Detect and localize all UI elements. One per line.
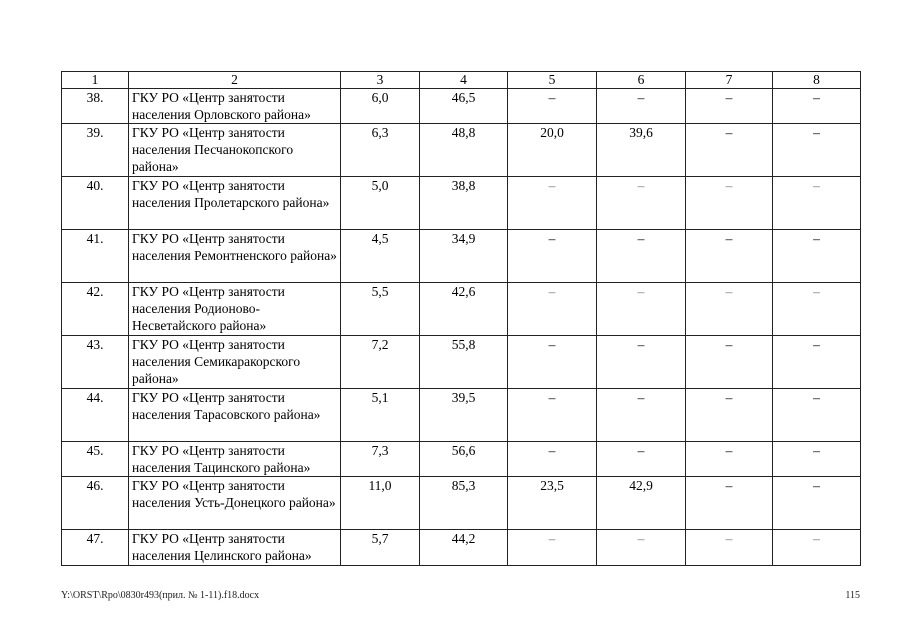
- cell-col3: 11,0: [341, 477, 420, 530]
- cell-col3: 7,2: [341, 336, 420, 389]
- header-cell: 3: [341, 72, 420, 89]
- cell-col6: –: [597, 530, 686, 566]
- table-row: [62, 530, 861, 566]
- cell-col6: –: [597, 177, 686, 230]
- row-number: 45.: [62, 442, 129, 477]
- table-row: [62, 389, 861, 442]
- cell-col7: –: [686, 442, 773, 477]
- cell-col7: –: [686, 530, 773, 566]
- cell-col3: 5,7: [341, 530, 420, 566]
- cell-col8: –: [773, 442, 861, 477]
- row-number: 46.: [62, 477, 129, 530]
- cell-col7: –: [686, 336, 773, 389]
- row-number: 47.: [62, 530, 129, 566]
- cell-col3: 5,1: [341, 389, 420, 442]
- page-number: 115: [845, 590, 860, 601]
- organization-name: ГКУ РО «Центр занятости населения Усть-Донецкого района»: [129, 477, 341, 530]
- cell-col4: 42,6: [420, 283, 508, 336]
- cell-col8: –: [773, 530, 861, 566]
- cell-col8: –: [773, 230, 861, 283]
- cell-col7: –: [686, 124, 773, 177]
- cell-col8: –: [773, 283, 861, 336]
- cell-col3: 4,5: [341, 230, 420, 283]
- organization-name: ГКУ РО «Центр занятости населения Ремонтненского района»: [129, 230, 341, 283]
- cell-col4: 55,8: [420, 336, 508, 389]
- cell-col3: 6,3: [341, 124, 420, 177]
- cell-col3: 5,0: [341, 177, 420, 230]
- cell-col3: 6,0: [341, 89, 420, 124]
- table-row: [62, 177, 861, 230]
- cell-col5: –: [508, 283, 597, 336]
- table-row: [62, 283, 861, 336]
- data-table: [61, 71, 861, 566]
- cell-col6: –: [597, 89, 686, 124]
- header-cell: 1: [62, 72, 129, 89]
- organization-name: ГКУ РО «Центр занятости населения Орловского района»: [129, 89, 341, 124]
- table-row: [62, 336, 861, 389]
- cell-col5: 23,5: [508, 477, 597, 530]
- row-number: 38.: [62, 89, 129, 124]
- header-cell: 2: [129, 72, 341, 89]
- cell-col7: –: [686, 477, 773, 530]
- cell-col4: 44,2: [420, 530, 508, 566]
- organization-name: ГКУ РО «Центр занятости населения Пролетарского района»: [129, 177, 341, 230]
- row-number: 43.: [62, 336, 129, 389]
- row-number: 44.: [62, 389, 129, 442]
- cell-col4: 48,8: [420, 124, 508, 177]
- header-cell: 6: [597, 72, 686, 89]
- cell-col5: –: [508, 89, 597, 124]
- footer-file-path: Y:\ORST\Rpo\0830r493(прил. № 1-11).f18.docx: [61, 590, 260, 601]
- cell-col5: –: [508, 442, 597, 477]
- cell-col4: 56,6: [420, 442, 508, 477]
- cell-col4: 39,5: [420, 389, 508, 442]
- cell-col5: –: [508, 389, 597, 442]
- cell-col6: –: [597, 230, 686, 283]
- table-row: [62, 124, 861, 177]
- cell-col5: –: [508, 336, 597, 389]
- cell-col7: –: [686, 89, 773, 124]
- cell-col8: –: [773, 336, 861, 389]
- cell-col8: –: [773, 177, 861, 230]
- cell-col5: –: [508, 530, 597, 566]
- cell-col8: –: [773, 477, 861, 530]
- table-row: [62, 442, 861, 477]
- cell-col7: –: [686, 389, 773, 442]
- cell-col8: –: [773, 89, 861, 124]
- cell-col4: 34,9: [420, 230, 508, 283]
- row-number: 40.: [62, 177, 129, 230]
- table-row: [62, 230, 861, 283]
- cell-col7: –: [686, 177, 773, 230]
- header-cell: 7: [686, 72, 773, 89]
- cell-col6: –: [597, 389, 686, 442]
- cell-col3: 5,5: [341, 283, 420, 336]
- cell-col4: 46,5: [420, 89, 508, 124]
- organization-name: ГКУ РО «Центр занятости населения Песчанокопского района»: [129, 124, 341, 177]
- table-header-row: [62, 72, 861, 89]
- cell-col4: 38,8: [420, 177, 508, 230]
- organization-name: ГКУ РО «Центр занятости населения Родионово-Несветайского района»: [129, 283, 341, 336]
- cell-col4: 85,3: [420, 477, 508, 530]
- cell-col6: –: [597, 442, 686, 477]
- cell-col7: –: [686, 230, 773, 283]
- header-cell: 5: [508, 72, 597, 89]
- cell-col5: –: [508, 177, 597, 230]
- cell-col8: –: [773, 389, 861, 442]
- organization-name: ГКУ РО «Центр занятости населения Тарасовского района»: [129, 389, 341, 442]
- cell-col7: –: [686, 283, 773, 336]
- cell-col6: –: [597, 283, 686, 336]
- cell-col5: 20,0: [508, 124, 597, 177]
- cell-col5: –: [508, 230, 597, 283]
- row-number: 42.: [62, 283, 129, 336]
- cell-col6: 39,6: [597, 124, 686, 177]
- cell-col8: –: [773, 124, 861, 177]
- cell-col6: –: [597, 336, 686, 389]
- row-number: 41.: [62, 230, 129, 283]
- table-row: [62, 477, 861, 530]
- organization-name: ГКУ РО «Центр занятости населения Семикаракорского района»: [129, 336, 341, 389]
- row-number: 39.: [62, 124, 129, 177]
- cell-col3: 7,3: [341, 442, 420, 477]
- organization-name: ГКУ РО «Центр занятости населения Целинского района»: [129, 530, 341, 566]
- table-row: [62, 89, 861, 124]
- organization-name: ГКУ РО «Центр занятости населения Тацинского района»: [129, 442, 341, 477]
- cell-col6: 42,9: [597, 477, 686, 530]
- header-cell: 4: [420, 72, 508, 89]
- header-cell: 8: [773, 72, 861, 89]
